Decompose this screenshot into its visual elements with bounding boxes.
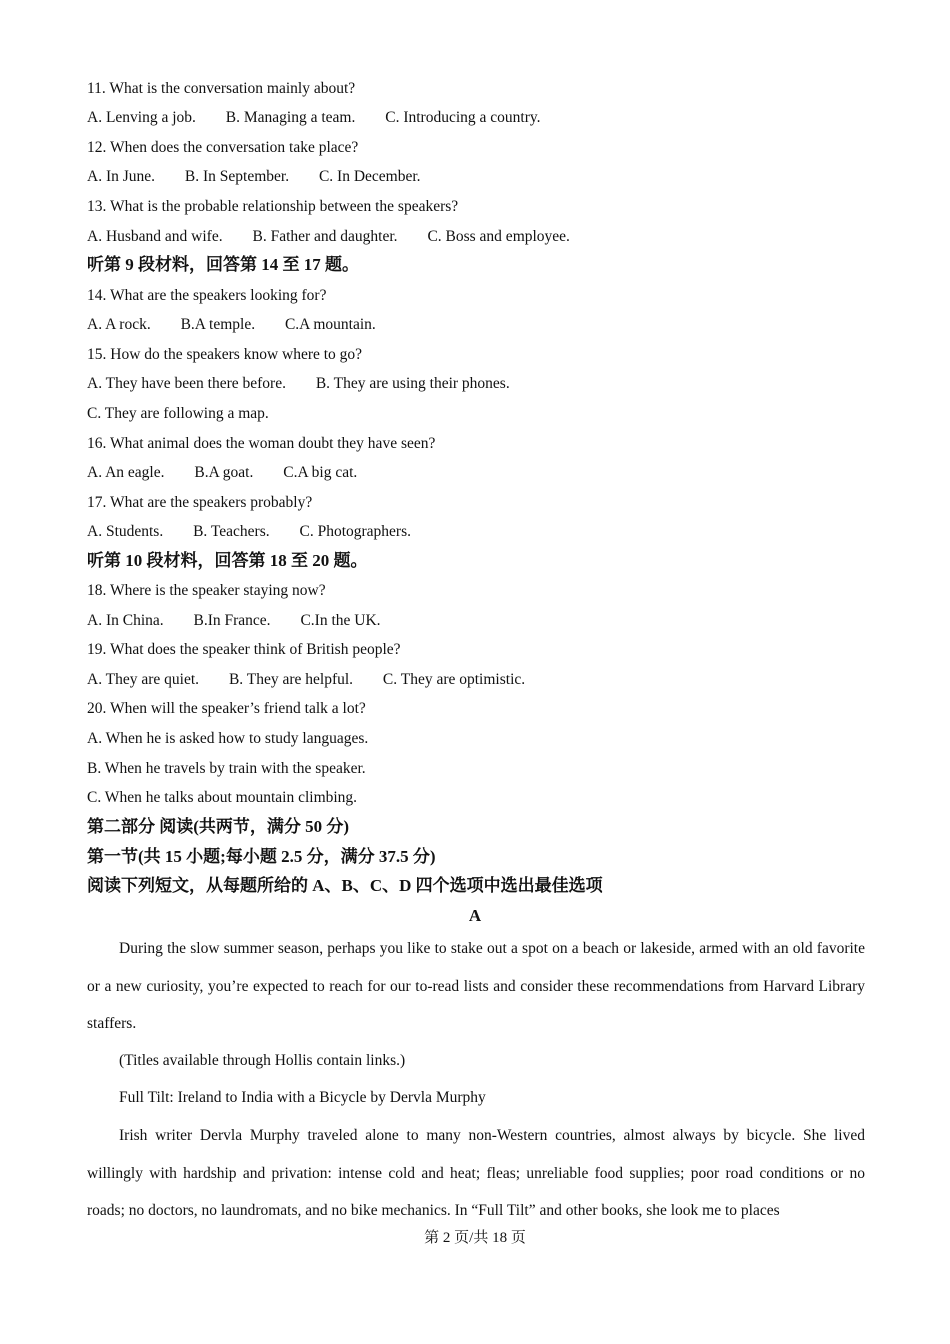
question-19-options — [87, 670, 525, 690]
option-a: A. An eagle. — [87, 464, 165, 481]
option-c: C. Boss and employee. — [427, 228, 570, 245]
option-b: B. Managing a team. — [225, 109, 356, 126]
question-14-options — [87, 315, 376, 335]
question-14-stem: 14. What are the speakers looking for? — [87, 287, 327, 304]
option-b: B. In September. — [184, 168, 290, 185]
question-20-option-b: B. When he travels by train with the speaker. — [87, 760, 366, 777]
part-2-heading: 第二部分 阅读(共两节，满分 50 分) — [87, 817, 350, 836]
question-11-options — [87, 108, 541, 128]
question-13-stem: 13. What is the probable relationship between the speakers? — [87, 198, 459, 215]
question-20-option-c: C. When he talks about mountain climbing. — [87, 789, 358, 806]
question-20-stem: 20. When will the speaker’s friend talk a lot? — [87, 700, 366, 717]
reading-instruction: 阅读下列短文，从每题所给的 A、B、C、D 四个选项中选出最佳选项 — [87, 876, 603, 895]
option-b: B. They are helpful. — [228, 671, 354, 688]
option-b: B. They are using their phones. — [315, 375, 510, 392]
option-b: B. Father and daughter. — [252, 228, 398, 245]
option-a: A. They are quiet. — [87, 671, 200, 688]
book-title: Full Tilt: Ireland to India with a Bicycle by Dervla Murphy — [119, 1089, 486, 1106]
option-c: C. In December. — [318, 168, 421, 185]
option-a: A. A rock. — [87, 316, 151, 333]
question-13-options — [87, 227, 570, 247]
option-c: C. They are optimistic. — [382, 671, 526, 688]
option-a: A. Husband and wife. — [87, 228, 223, 245]
option-b: B.In France. — [193, 612, 271, 629]
option-c: C.A mountain. — [284, 316, 376, 333]
question-18-stem: 18. Where is the speaker staying now? — [87, 582, 326, 599]
question-15-stem: 15. How do the speakers know where to go? — [87, 346, 363, 363]
question-19-stem: 19. What does the speaker think of British people? — [87, 641, 401, 658]
question-15-option-c: C. They are following a map. — [87, 405, 269, 422]
passage-paragraph-1: During the slow summer season, perhaps you like to stake out a spot on a beach or lakeside, armed with an old favorite or a new curiosity, you’re expected to reach for our to-read lists and consider these recommendations from Harvard Library staffers. — [87, 940, 865, 1032]
page-number: 第 2 页/共 18 页 — [424, 1230, 526, 1246]
section-9-heading: 听第 9 段材料，回答第 14 至 17 题。 — [87, 255, 359, 274]
question-20-option-a: A. When he is asked how to study languages. — [87, 730, 369, 747]
question-12-stem: 12. When does the conversation take place? — [87, 139, 359, 156]
option-c: C.A big cat. — [283, 464, 358, 481]
option-a: A. They have been there before. — [87, 375, 286, 392]
passage-paragraph-3: Irish writer Dervla Murphy traveled alone to many non-Western countries, almost always by bicycle. She lived willingly with hardship and privation: intense cold and heat; fleas; unreliable food supplies; poor road conditions or no roads; no doctors, no laundromats, and no bike mechanics. In “Full Tilt” and other books, she look me to places — [87, 1127, 865, 1219]
option-a: A. Students. — [87, 523, 164, 540]
section-1-heading: 第一节(共 15 小题;每小题 2.5 分，满分 37.5 分) — [87, 847, 436, 866]
option-b: B.A temple. — [180, 316, 256, 333]
passage-paragraph-2: (Titles available through Hollis contain links.) — [119, 1052, 406, 1069]
question-15-options — [87, 374, 510, 394]
question-11-stem: 11. What is the conversation mainly about? — [87, 80, 356, 97]
question-18-options — [87, 611, 381, 631]
passage-letter: A — [468, 906, 482, 925]
option-a: A. Lenving a job. — [87, 109, 196, 126]
option-c: C. Photographers. — [299, 523, 412, 540]
option-b: B. Teachers. — [193, 523, 270, 540]
section-10-heading: 听第 10 段材料，回答第 18 至 20 题。 — [87, 551, 368, 570]
option-c: C.In the UK. — [300, 612, 381, 629]
option-b: B.A goat. — [194, 464, 254, 481]
option-a: A. In June. — [87, 168, 156, 185]
question-17-options — [87, 522, 411, 542]
question-12-options — [87, 167, 421, 187]
option-c: C. Introducing a country. — [385, 109, 541, 126]
question-17-stem: 17. What are the speakers probably? — [87, 494, 313, 511]
option-a: A. In China. — [87, 612, 164, 629]
question-16-options — [87, 463, 357, 483]
question-16-stem: 16. What animal does the woman doubt they have seen? — [87, 435, 436, 452]
